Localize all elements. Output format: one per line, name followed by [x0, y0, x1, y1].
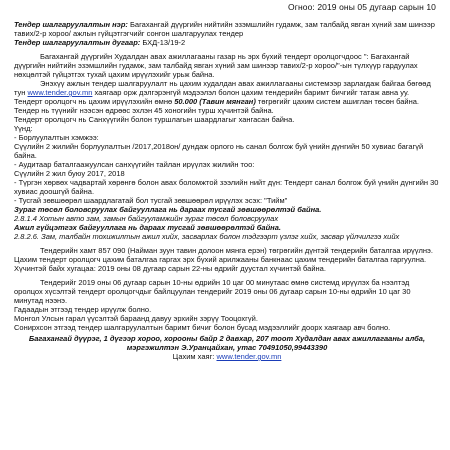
preference-paragraph: Монгол Улсын гарал үүсэлтэй бараанд давуу эрхийн зэрүү Тооцохгүй.: [14, 314, 258, 323]
security-paragraph: Тендерийн хамт 857 090 (Найман зуун тавин долоон мянга ерэн) төгрөгийн дүнтэй тендерийн баталгаа ирүүлнэ. Цахим тендерт оролцогч цахим баталгаа гаргах эрх бүхий арилжааны банкнаас цахим тендерийн баталгаа гаргуулна.: [14, 246, 433, 264]
tender-name-text: Багахангай дүүргийн нийтийн эзэмшлийн гудамж, зам талбайд явган хүний зам шинээр тавих/2-р хороо/ ажлын гүйцэтгэгчийг сонгон шалгаруулах тендер: [14, 20, 435, 38]
tender-number-paragraph: [14, 38, 440, 47]
works-license-heading: Ажил гүйцэтгэх байгууллага нь дараах тусгай зөвшөөрөлтэй байна.: [14, 223, 281, 232]
design-license-heading: Зураг төсөл боловсруулах байгууллага нь дараах тусгай зөвшөөрөлтэй байна.: [14, 205, 322, 214]
tender-name-label: Тендер шалгаруулалтын нэр:: [14, 20, 128, 29]
design-license-item: 2.8.1.4 Хотын авто зам, замын байгууламжийн зураг төсөл боловсруулах: [14, 214, 279, 223]
req-audit-title: - Аудитаар баталгаажуулсан санхүүгийн тайлан ирүүлэх жилийн тоо:: [14, 160, 255, 169]
contact-address: Багахангай дүүрэг, 1 дүгээр хороо, хорооны байр 2 давхар, 207 тоот Худалдан авах ажиллагааны алба, мэргэжилтэн Э.Уранцайхан, утас 70491050,99443390: [28, 334, 426, 352]
req-sales-title: - Борлуулалтын хэмжээ:: [14, 133, 99, 142]
requirements-intro: Тендерт оролцогч нь Санхүүгийн болон туршлагын шаардлагыг хангасан байна.: [14, 115, 295, 124]
contact-web: Цахим хаяг: www.tender.gov.mn: [172, 352, 282, 361]
req-sales-text: Сүүлийн 2 жилийн борлуулалтын /2017,2018он/ дундаж орлого нь санал болгож буй үнийн дүнгийн 50 хувиас багагүй байна.: [14, 142, 424, 160]
req-audit-value: Сүүлийн 2 жил буюу 2017, 2018: [14, 169, 125, 178]
req-license: - Тусгай зөвшөөрөл шаардлагатай бол тусгай зөвшөөрөл ирүүлэх эсэх: "Тийм": [14, 196, 288, 205]
tender-name-paragraph: [14, 20, 440, 38]
tender-number-value: БХД-13/19-2: [140, 38, 186, 47]
foreign-bidders: Гадаадын этгээд тендер ирүүлж болно.: [14, 305, 152, 314]
document-date: Огноо: 2019 оны 05 дугаар сарын 10: [288, 2, 436, 12]
fee-amount: 50.000 (Тавин мянган): [174, 97, 256, 106]
contact-intro: Сонирхсон этгээд тендер шалгаруулалтын баримт бичиг болон бусад мэдээллийг доорх хаягаар авч болно.: [14, 323, 391, 332]
tender-number-label: Тендер шалгаруулалтын дугаар:: [14, 38, 141, 47]
fee-paragraph: Тендерт оролцогч нь цахим ирүүлэхийн өмнө 50.000 (Тавин мянган) төгрөгийг цахим систем ашиглан төсөн байна.: [14, 97, 419, 106]
document-body: [14, 20, 440, 361]
validity-paragraph: Тендер нь түүнийг нээсэн өдрөөс эхлэн 45 хоногийн турш хүчинтэй байна.: [14, 106, 274, 115]
req-liquidity: - Түргэн хөрвөх чадвартай хөрөнгө болон авах боломжтой зээлийн нийт дүн: Тендерт санал болгож буй үнийн дүнгийн 30 хувиас доошгүй байна.: [14, 178, 439, 196]
security-validity: Хүчинтэй байх хугацаа: 2019 оны 08 дугаар сарын 22-ны өдрийг дуустал хүчинтэй байна.: [14, 264, 326, 273]
tender-site-link-footer[interactable]: www.tender.gov.mn: [216, 352, 282, 361]
deadline-paragraph: Тендерийг 2019 оны 06 дугаар сарын 10-ны өдрийн 10 цаг 00 минутаас өмнө системд ирүүлэх ба нээлтэд оролцох хүсэлтэй тендерт оролцогчдыг байлцуулан тендерийг 2019 оны 06 дугаар сарын 10-ны өдрийн 10 цаг 30 минутад нээнэ.: [14, 278, 411, 305]
system-paragraph: Энэхүү ажлын тендер шалгаруулалт нь цахим худалдан авах ажиллагааны системээр зарлагдаж байгаа бөгөөд тун www.tender.gov.mn хаягаар орж дэлгэрэнгүй мэдээлэл болон цахим тендерийн баримт бичгийг татаж авна уу.: [14, 79, 431, 97]
invitation-paragraph: Багахангай дүүргийн Худалдан авах ажиллагааны газар нь эрх бүхий тендерт оролцогчдоос ": Багахангай дүүргийн нийтийн эзэмшлийн гудамж, зам талбайд явган хүний зам шинээр тавих/2-р хороо/"-ын түлхүүр гардуулах нөхцөлтэй гүйцэтгэх тухай цахим ирүүлэхийг урьж байна.: [14, 52, 418, 79]
tender-site-link[interactable]: www.tender.gov.mn: [27, 88, 93, 97]
works-license-item: 2.8.2.6. Зам, талбайн тохижилтын ажил хийх, засварлах болон тэдгээрт үзлэг хийх, засвар үйлчилгээ хийх: [14, 232, 400, 241]
requirements-sub: Үүнд:: [14, 124, 33, 133]
